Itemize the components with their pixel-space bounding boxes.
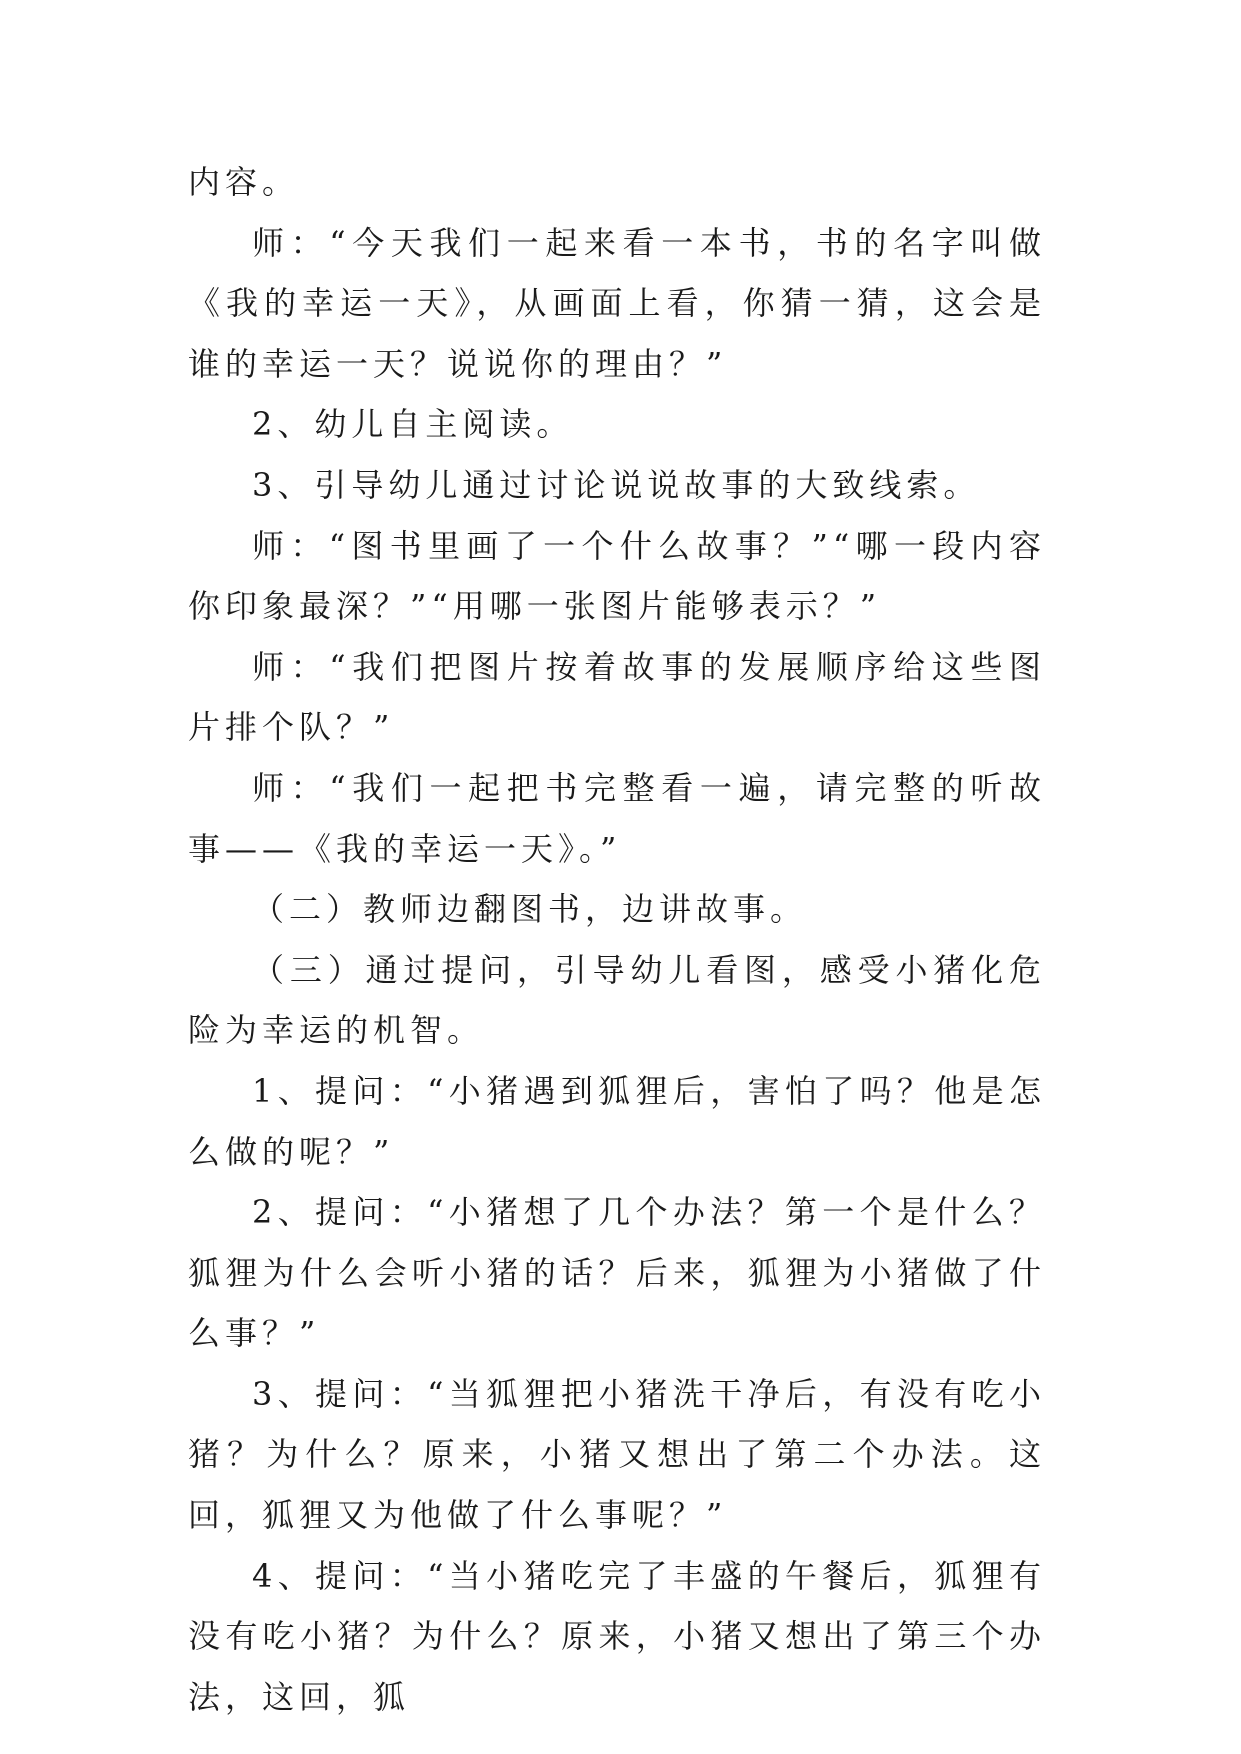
paragraph-continued: 内容。 — [188, 163, 300, 201]
paragraph-question-3: 3、提问：“当狐狸把小猪洗干净后，有没有吃小猪？为什么？原来，小猪又想出了第二个办法。这回，狐狸又为他做了什么事呢？” — [188, 1374, 1046, 1535]
document-body — [188, 152, 1046, 1727]
paragraph-teacher-questions: 师：“图书里画了一个什么故事？”“哪一段内容你印象最深？”“用哪一张图片能够表示？” — [188, 526, 1046, 626]
paragraph-step-3: 3、引导幼儿通过讨论说说故事的大致线索。 — [252, 465, 981, 504]
paragraph-section-3: （三）通过提问，引导幼儿看图，感受小猪化危险为幸运的机智。 — [188, 950, 1046, 1050]
paragraph-teacher-intro: 师：“今天我们一起来看一本书，书的名字叫做《我的幸运一天》，从画面上看，你猜一猜，这会是谁的幸运一天？说说你的理由？” — [188, 223, 1046, 383]
paragraph-question-2: 2、提问：“小猪想了几个办法？第一个是什么？狐狸为什么会听小猪的话？后来，狐狸为小猪做了什么事？” — [188, 1193, 1046, 1353]
paragraph-teacher-read-along: 师：“我们一起把书完整看一遍，请完整的听故事——《我的幸运一天》。” — [188, 768, 1046, 868]
paragraph-question-4: 4、提问：“当小猪吃完了丰盛的午餐后，狐狸有没有吃小猪？为什么？原来，小猪又想出了第三个办法，这回，狐 — [188, 1556, 1046, 1716]
paragraph-section-2: （二）教师边翻图书，边讲故事。 — [252, 890, 808, 929]
paragraph-step-2: 2、幼儿自主阅读。 — [252, 405, 574, 444]
paragraph-question-1: 1、提问：“小猪遇到狐狸后，害怕了吗？他是怎么做的呢？” — [188, 1071, 1046, 1171]
paragraph-teacher-ordering: 师：“我们把图片按着故事的发展顺序给这些图片排个队？” — [188, 647, 1046, 747]
